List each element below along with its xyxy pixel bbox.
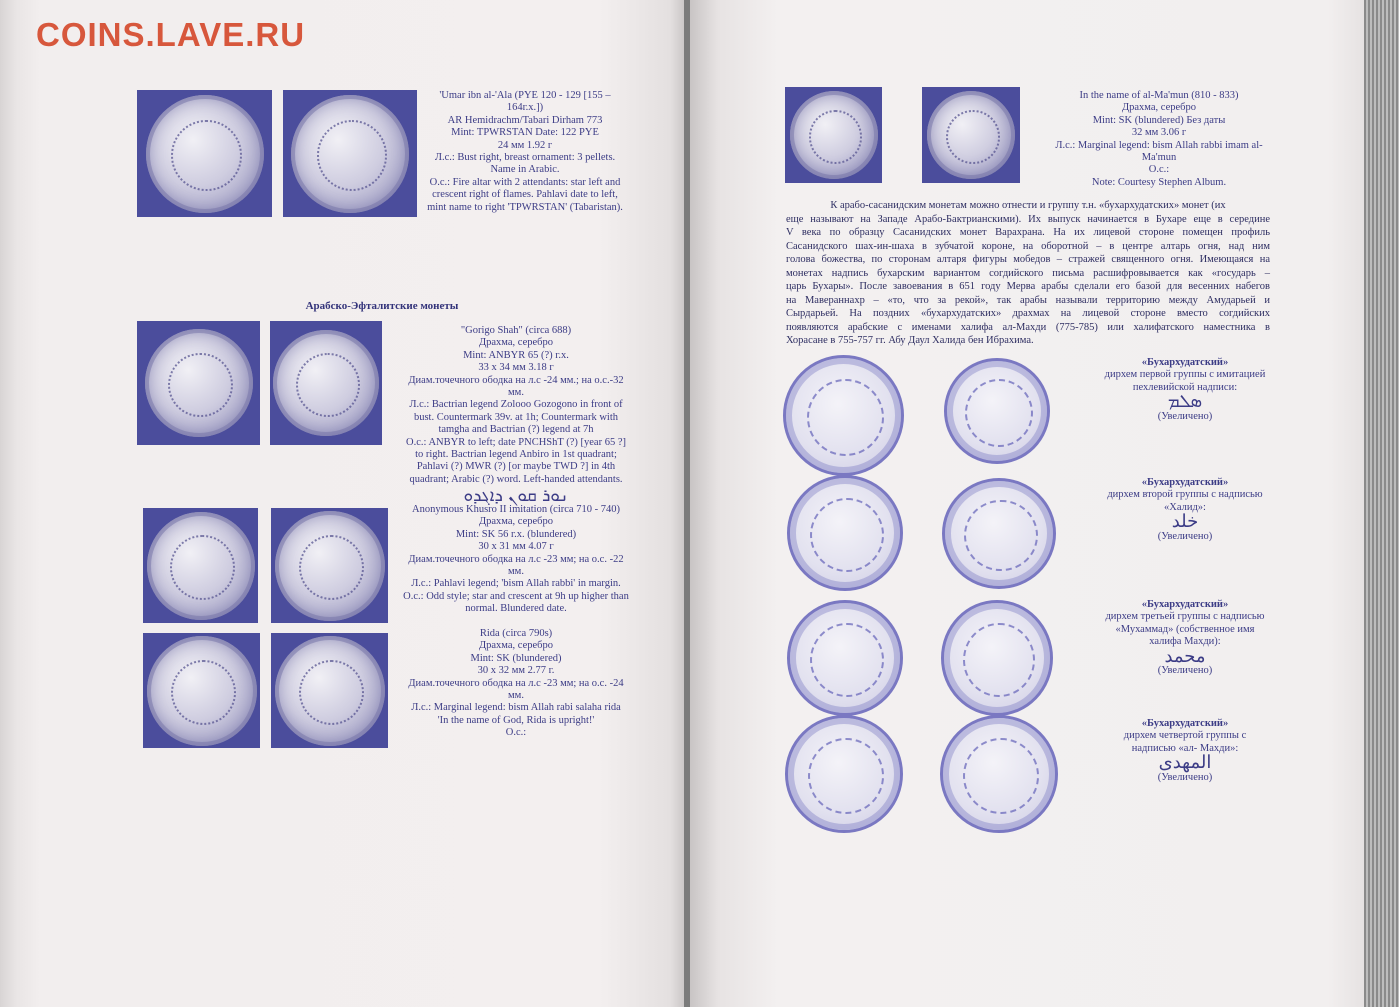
- text-line: Note: Courtesy Stephen Album.: [1091, 176, 1227, 188]
- text-line: Mint: SK (blundered) Без даты: [1092, 114, 1226, 126]
- text-line: Диам.точечного ободка на л.с -23 мм; на о.с. -22: [408, 553, 624, 565]
- coin-description-mamun: [1044, 90, 1274, 189]
- book-spine: [684, 0, 690, 1007]
- text-line: O.c.: ANBYR to left; date PNCHShT (?) [year 65 ?]: [406, 436, 626, 448]
- text-line: Pahlavi (?) MWR (?) [or maybe TWD ?] in 4th: [416, 461, 616, 473]
- text-line: Драхма, серебро: [478, 516, 553, 528]
- paragraph-line: монетах надпись бухарским вариантом согдийского письма расшифровывается как «государь –: [786, 267, 1270, 279]
- paragraph-line: на Мавераннахр – «то, что за рекой», так арабы называли территорию между Амударьей и: [786, 294, 1270, 306]
- coin-description-khusro: [398, 504, 634, 616]
- coin-description-rida: [400, 628, 632, 740]
- intro-paragraph: [786, 199, 1270, 348]
- text-line: 164г.х.]): [506, 102, 544, 114]
- caption-zoom: (Увеличено): [1157, 410, 1213, 422]
- text-line: 30 х 31 мм 4.07 г: [478, 541, 554, 553]
- caption-group3: [1100, 599, 1270, 677]
- coin-photo-gorigo-reverse: [270, 321, 382, 445]
- text-line: Mint: SK (blundered): [470, 652, 562, 664]
- coin-drawing-group2-reverse: [942, 478, 1056, 589]
- caption-group4: [1100, 718, 1270, 784]
- paragraph-line: Сырдарьей. На поздних «бухархудатских» драхмах на лицевой стороне вместо согдийских: [786, 308, 1270, 319]
- paragraph-line: еще называют на Западе Арабо-Бактрианскими). Их выпуск начинается в Бухаре еще в середине: [786, 213, 1270, 225]
- caption-title: «Бухархудатский»: [1141, 718, 1229, 729]
- caption-line: «Мухаммад» (собственное имя: [1115, 623, 1255, 635]
- coin-drawing-group1-obverse: [783, 355, 904, 476]
- text-line: normal. Blundered date.: [465, 603, 567, 615]
- caption-title: «Бухархудатский»: [1141, 477, 1229, 488]
- text-line: O.c.: Odd style; star and crescent at 9h up higher than: [403, 590, 629, 602]
- text-line: Драхма, серебро: [478, 337, 553, 349]
- inscription-glyph: المهدى: [1158, 752, 1212, 774]
- caption-line: дирхем первой группы с имитацией: [1104, 369, 1266, 381]
- text-line: Mint: ANBYR 65 (?) г.х.: [463, 349, 569, 361]
- coin-photo-mamun-reverse: [922, 87, 1020, 183]
- text-line: bust. Countermark 39v. at 1h; Countermark with: [413, 411, 619, 423]
- watermark-logo: COINS.LAVE.RU: [36, 16, 306, 53]
- caption-line: дирхем третьей группы с надписью: [1105, 611, 1265, 623]
- text-line: мм.: [508, 566, 524, 578]
- caption-line: «Халид»:: [1164, 501, 1206, 513]
- coin-photo-gorigo-obverse: [137, 321, 260, 445]
- coin-photo-khusro-obverse: [143, 508, 258, 623]
- text-line: Name in Arabic.: [490, 164, 560, 176]
- text-line: Драхма, серебро: [1121, 102, 1196, 114]
- text-line: Л.с.: Pahlavi legend; 'bism Allah rabbi' in margin.: [411, 578, 621, 590]
- text-line: Ma'mun: [1141, 152, 1177, 164]
- coin-description-gorigo: [400, 325, 632, 507]
- caption-zoom: (Увеличено): [1157, 665, 1213, 677]
- text-line: мм.: [508, 690, 524, 702]
- text-line: Л.с.: Marginal legend: bism Allah rabbi imam al-: [1055, 139, 1263, 151]
- coin-description-umar: [422, 90, 628, 214]
- caption-title: «Бухархудатский»: [1141, 599, 1229, 610]
- text-line: Anonymous Khusro II imitation (circa 710 - 740): [412, 504, 620, 515]
- paragraph-line: голова божества, по сторонам алтаря фигуры мобедов – стражей священного огня. Имеющаяся на: [786, 254, 1270, 265]
- inscription-glyph: خلد: [1171, 511, 1199, 533]
- text-line: Л.с.: Marginal legend: bism Allah rabi salaha rida: [411, 702, 621, 714]
- coin-photo-rida-reverse: [271, 633, 388, 748]
- caption-line: пехлевийской надписи:: [1132, 381, 1238, 393]
- coin-drawing-group1-reverse: [944, 358, 1050, 464]
- text-line: mint name to right 'TPWRSTAN' (Tabaristan).: [427, 201, 623, 213]
- caption-line: надписью «ал- Махди»:: [1131, 742, 1239, 754]
- text-line: 'Umar ibn al-'Ala (PYE 120 - 129 [155 –: [439, 90, 611, 101]
- text-line: Rida (circa 790s): [479, 628, 553, 639]
- coin-drawing-group4-obverse: [785, 715, 903, 833]
- text-line: Диам.точечного ободка на л.с -23 мм; на о.с. -24: [408, 677, 624, 689]
- caption-group2: [1100, 477, 1270, 543]
- text-line: 'In the name of God, Rida is upright!': [437, 714, 595, 726]
- section-heading: Арабско-Эфталитские монеты: [305, 300, 459, 312]
- inscription-glyph: محمد: [1164, 645, 1206, 667]
- text-line: "Gorigo Shah" (circa 688): [460, 325, 572, 336]
- coin-photo-umar-reverse: [283, 90, 417, 217]
- coin-drawing-group4-reverse: [940, 715, 1058, 833]
- coin-photo-mamun-obverse: [785, 87, 882, 183]
- text-line: quadrant; Arabic (?) word. Left-handed attendants.: [409, 473, 623, 485]
- text-line: Диам.точечного ободка на л.с -24 мм.; на о.с.-32: [408, 374, 624, 386]
- text-line: 33 х 34 мм 3.18 г: [478, 362, 554, 374]
- text-line: Mint: SK 56 г.х. (blundered): [455, 528, 577, 540]
- paragraph-line: К арабо-сасанидским монетам можно отнести и группу т.н. «бухархудатских» монет (их: [830, 200, 1226, 211]
- coin-drawing-group2-obverse: [787, 475, 903, 591]
- text-line: Mint: TPWRSTAN Date: 122 PYE: [451, 127, 599, 139]
- coin-drawing-group3-obverse: [787, 600, 903, 716]
- text-line: 24 мм 1.92 г: [497, 139, 553, 151]
- text-line: O.c.:: [505, 727, 527, 739]
- paragraph-line: Хорасане в 755-757 гг. Абу Даул Халида бен Ибрахима.: [786, 335, 1034, 346]
- text-line: to right. Bactrian legend Anbiro in 1st quadrant;: [415, 449, 617, 461]
- caption-line: халифа Махди):: [1149, 636, 1221, 648]
- text-line: Л.с.: Bust right, breast ornament: 3 pellets.: [434, 152, 616, 164]
- text-line: Драхма, серебро: [478, 640, 553, 652]
- text-line: 32 мм 3.06 г: [1131, 127, 1187, 139]
- text-line: O.c.: Fire altar with 2 attendants: star left and: [429, 176, 621, 188]
- caption-zoom: (Увеличено): [1157, 771, 1213, 783]
- page-stack-edge: [1364, 0, 1399, 1007]
- text-line: 30 х 32 мм 2.77 г.: [477, 665, 555, 677]
- caption-line: дирхем второй группы с надписью: [1107, 489, 1263, 501]
- coin-drawing-group3-reverse: [941, 600, 1053, 716]
- coin-photo-rida-obverse: [143, 633, 260, 748]
- text-line: мм.: [508, 387, 524, 399]
- text-line: Л.с.: Bactrian legend Zolooo Gozogono in front of: [409, 399, 623, 411]
- coin-photo-khusro-reverse: [271, 508, 388, 623]
- caption-zoom: (Увеличено): [1157, 530, 1213, 542]
- inscription-glyph: ܣܠܡ: [1167, 391, 1203, 413]
- paragraph-line: появляются арабские с именами халифа ал-Махди (775-785) или халифатского наместника в: [786, 321, 1270, 333]
- text-line: crescent right of flames. Pahlavi date to left,: [432, 189, 618, 201]
- paragraph-line: V века по образцу Сасанидских монет Варахрана. На их лицевой стороне помещен профиль: [786, 227, 1270, 238]
- caption-group1: [1100, 357, 1270, 423]
- text-line: O.c.:: [1148, 164, 1170, 176]
- paragraph-line: Сасанидского шах-ин-шаха в зубчатой короне, на оборотной – в центре алтарь огня, над ним: [786, 240, 1270, 252]
- text-line: In the name of al-Ma'mun (810 - 833): [1079, 90, 1239, 101]
- paragraph-line: царь Бухары». После завоевания в 651 году Мерва арабы сделали его базой для весенних набегов: [786, 281, 1270, 292]
- text-line: AR Hemidrachm/Tabari Dirham 773: [447, 114, 603, 126]
- coin-photo-umar-obverse: [137, 90, 272, 217]
- caption-line: дирхем четвертой группы с: [1123, 730, 1247, 742]
- legend-script-glyphs: ܢܘܪ ܩܘܢ ܕܐܓܕܘ: [463, 486, 569, 507]
- caption-title: «Бухархудатский»: [1141, 357, 1229, 368]
- text-line: tamgha and Bactrian (?) legend at 7h: [438, 424, 594, 436]
